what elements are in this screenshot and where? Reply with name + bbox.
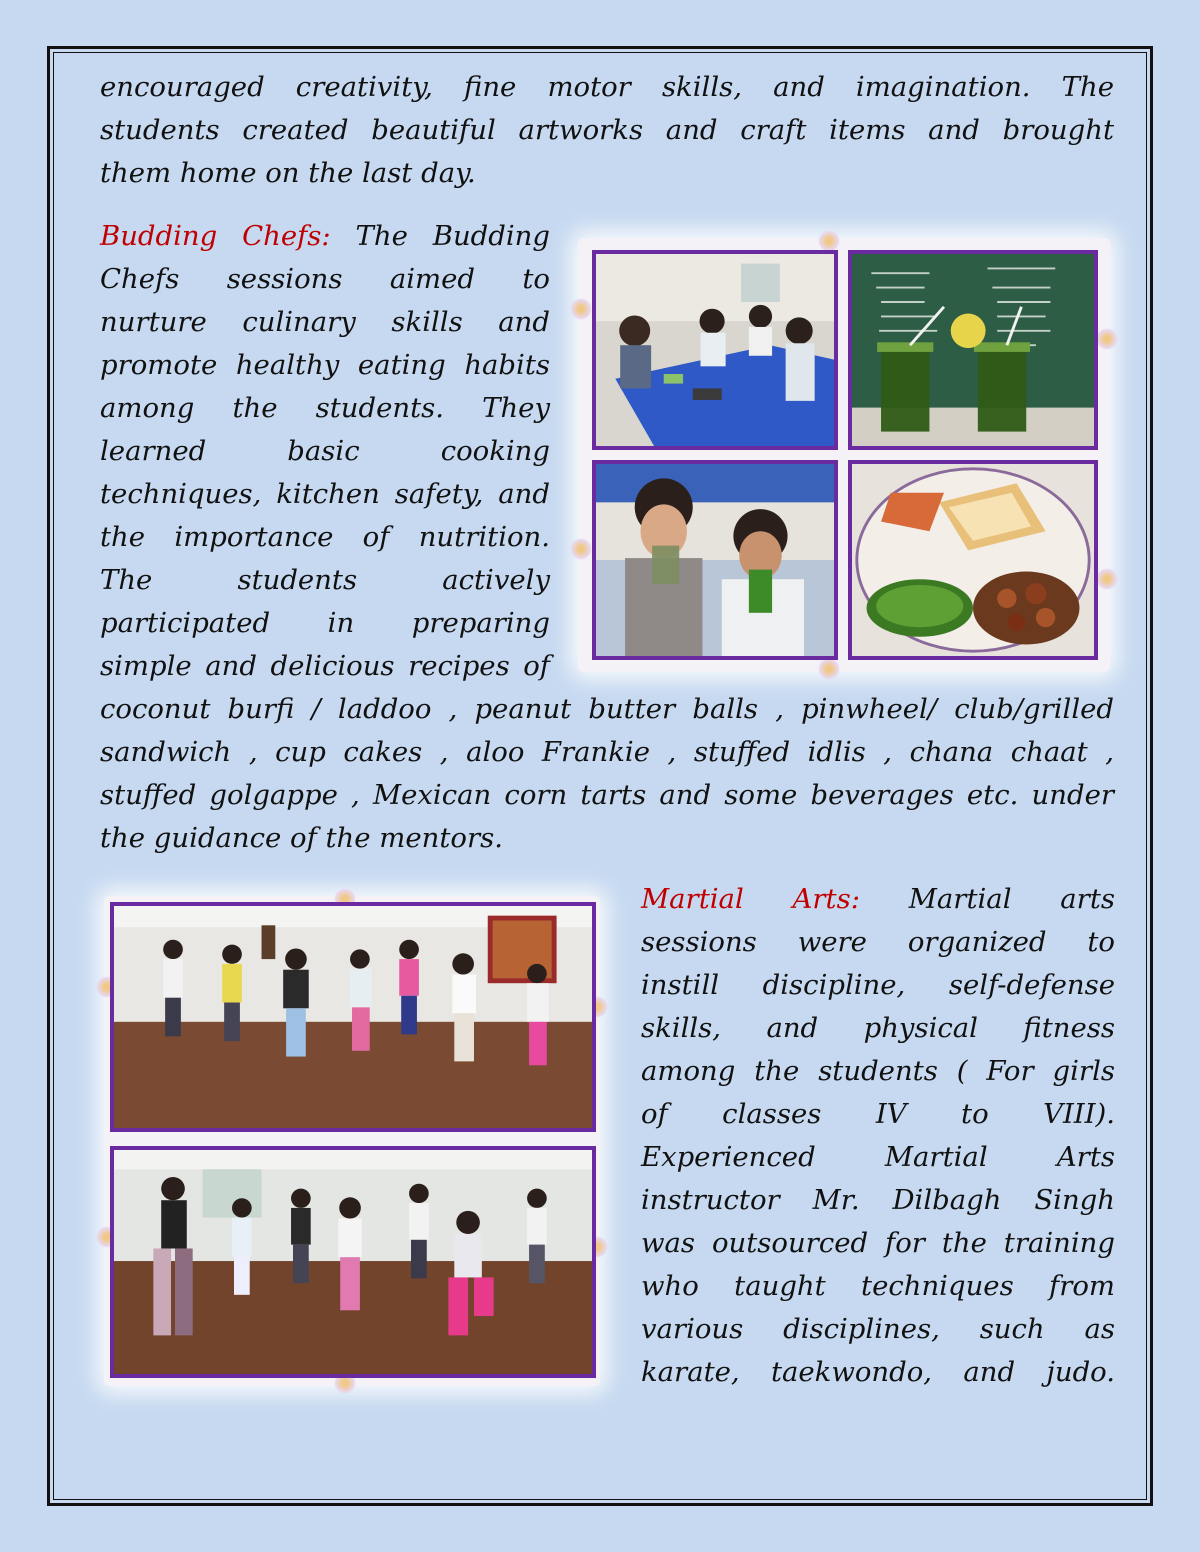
- martial-line: skills, and physical fitness: [641, 1012, 1115, 1044]
- chefs-line: Budding Chefs: The Budding: [100, 220, 550, 252]
- chefs-line: coconut burfi / laddoo , peanut butter balls , pinwheel/ club/grilled: [100, 693, 1114, 725]
- chefs-line: among the students. They: [100, 392, 550, 424]
- martial-line: Martial Arts: Martial arts: [641, 883, 1115, 915]
- intro-paragraph: [100, 66, 1114, 195]
- martial-line: various disciplines, such as: [641, 1313, 1115, 1345]
- photo-food-platter: [848, 460, 1098, 660]
- photo-students-cooking-table: [592, 250, 838, 450]
- martial-line: karate, taekwondo, and judo.: [641, 1356, 1115, 1388]
- chefs-line: stuffed golgappe , Mexican corn tarts and some beverages etc. under: [100, 779, 1114, 811]
- chefs-line: The students actively: [100, 564, 550, 596]
- intro-line: them home on the last day.: [100, 157, 476, 189]
- decor-flower-icon: [818, 658, 840, 680]
- photo-green-drinks: [848, 250, 1098, 450]
- chefs-line: simple and delicious recipes of: [100, 650, 550, 682]
- intro-line: encouraged creativity, fine motor skills, and imagination. The: [100, 71, 1114, 103]
- chefs-line: the importance of nutrition.: [100, 521, 550, 553]
- martial-arts-collage: [104, 896, 600, 1386]
- martial-line: of classes IV to VIII).: [641, 1098, 1115, 1130]
- chefs-line: Chefs sessions aimed to: [100, 263, 550, 295]
- photo-martial-arts-class-1: [110, 902, 596, 1132]
- martial-arts-paragraph: [641, 878, 1115, 1394]
- chefs-line: techniques, kitchen safety, and: [100, 478, 550, 510]
- decor-flower-icon: [570, 538, 592, 560]
- decor-flower-icon: [1096, 328, 1118, 350]
- chefs-line: sandwich , cup cakes , aloo Frankie , stuffed idlis , chana chaat ,: [100, 736, 1114, 768]
- photo-martial-arts-class-2: [110, 1146, 596, 1378]
- martial-line: sessions were organized to: [641, 926, 1115, 958]
- photo-girls-drinking: [592, 460, 838, 660]
- chefs-line: promote healthy eating habits: [100, 349, 550, 381]
- martial-line: instructor Mr. Dilbagh Singh: [641, 1184, 1115, 1216]
- decor-flower-icon: [570, 298, 592, 320]
- decor-flower-icon: [1096, 568, 1118, 590]
- budding-chefs-collage: [578, 238, 1110, 672]
- chefs-line: participated in preparing: [100, 607, 550, 639]
- martial-line: who taught techniques from: [641, 1270, 1115, 1302]
- martial-line: Experienced Martial Arts: [641, 1141, 1115, 1173]
- budding-chefs-heading: Budding Chefs:: [100, 220, 331, 252]
- martial-line: was outsourced for the training: [641, 1227, 1115, 1259]
- chefs-line: nurture culinary skills and: [100, 306, 550, 338]
- martial-line: among the students ( For girls: [641, 1055, 1115, 1087]
- chefs-line: learned basic cooking: [100, 435, 550, 467]
- martial-arts-heading: Martial Arts:: [641, 883, 860, 915]
- martial-line: instill discipline, self-defense: [641, 969, 1115, 1001]
- decor-flower-icon: [818, 230, 840, 252]
- intro-line: students created beautiful artworks and craft items and brought: [100, 114, 1114, 146]
- chefs-line: the guidance of the mentors.: [100, 822, 503, 854]
